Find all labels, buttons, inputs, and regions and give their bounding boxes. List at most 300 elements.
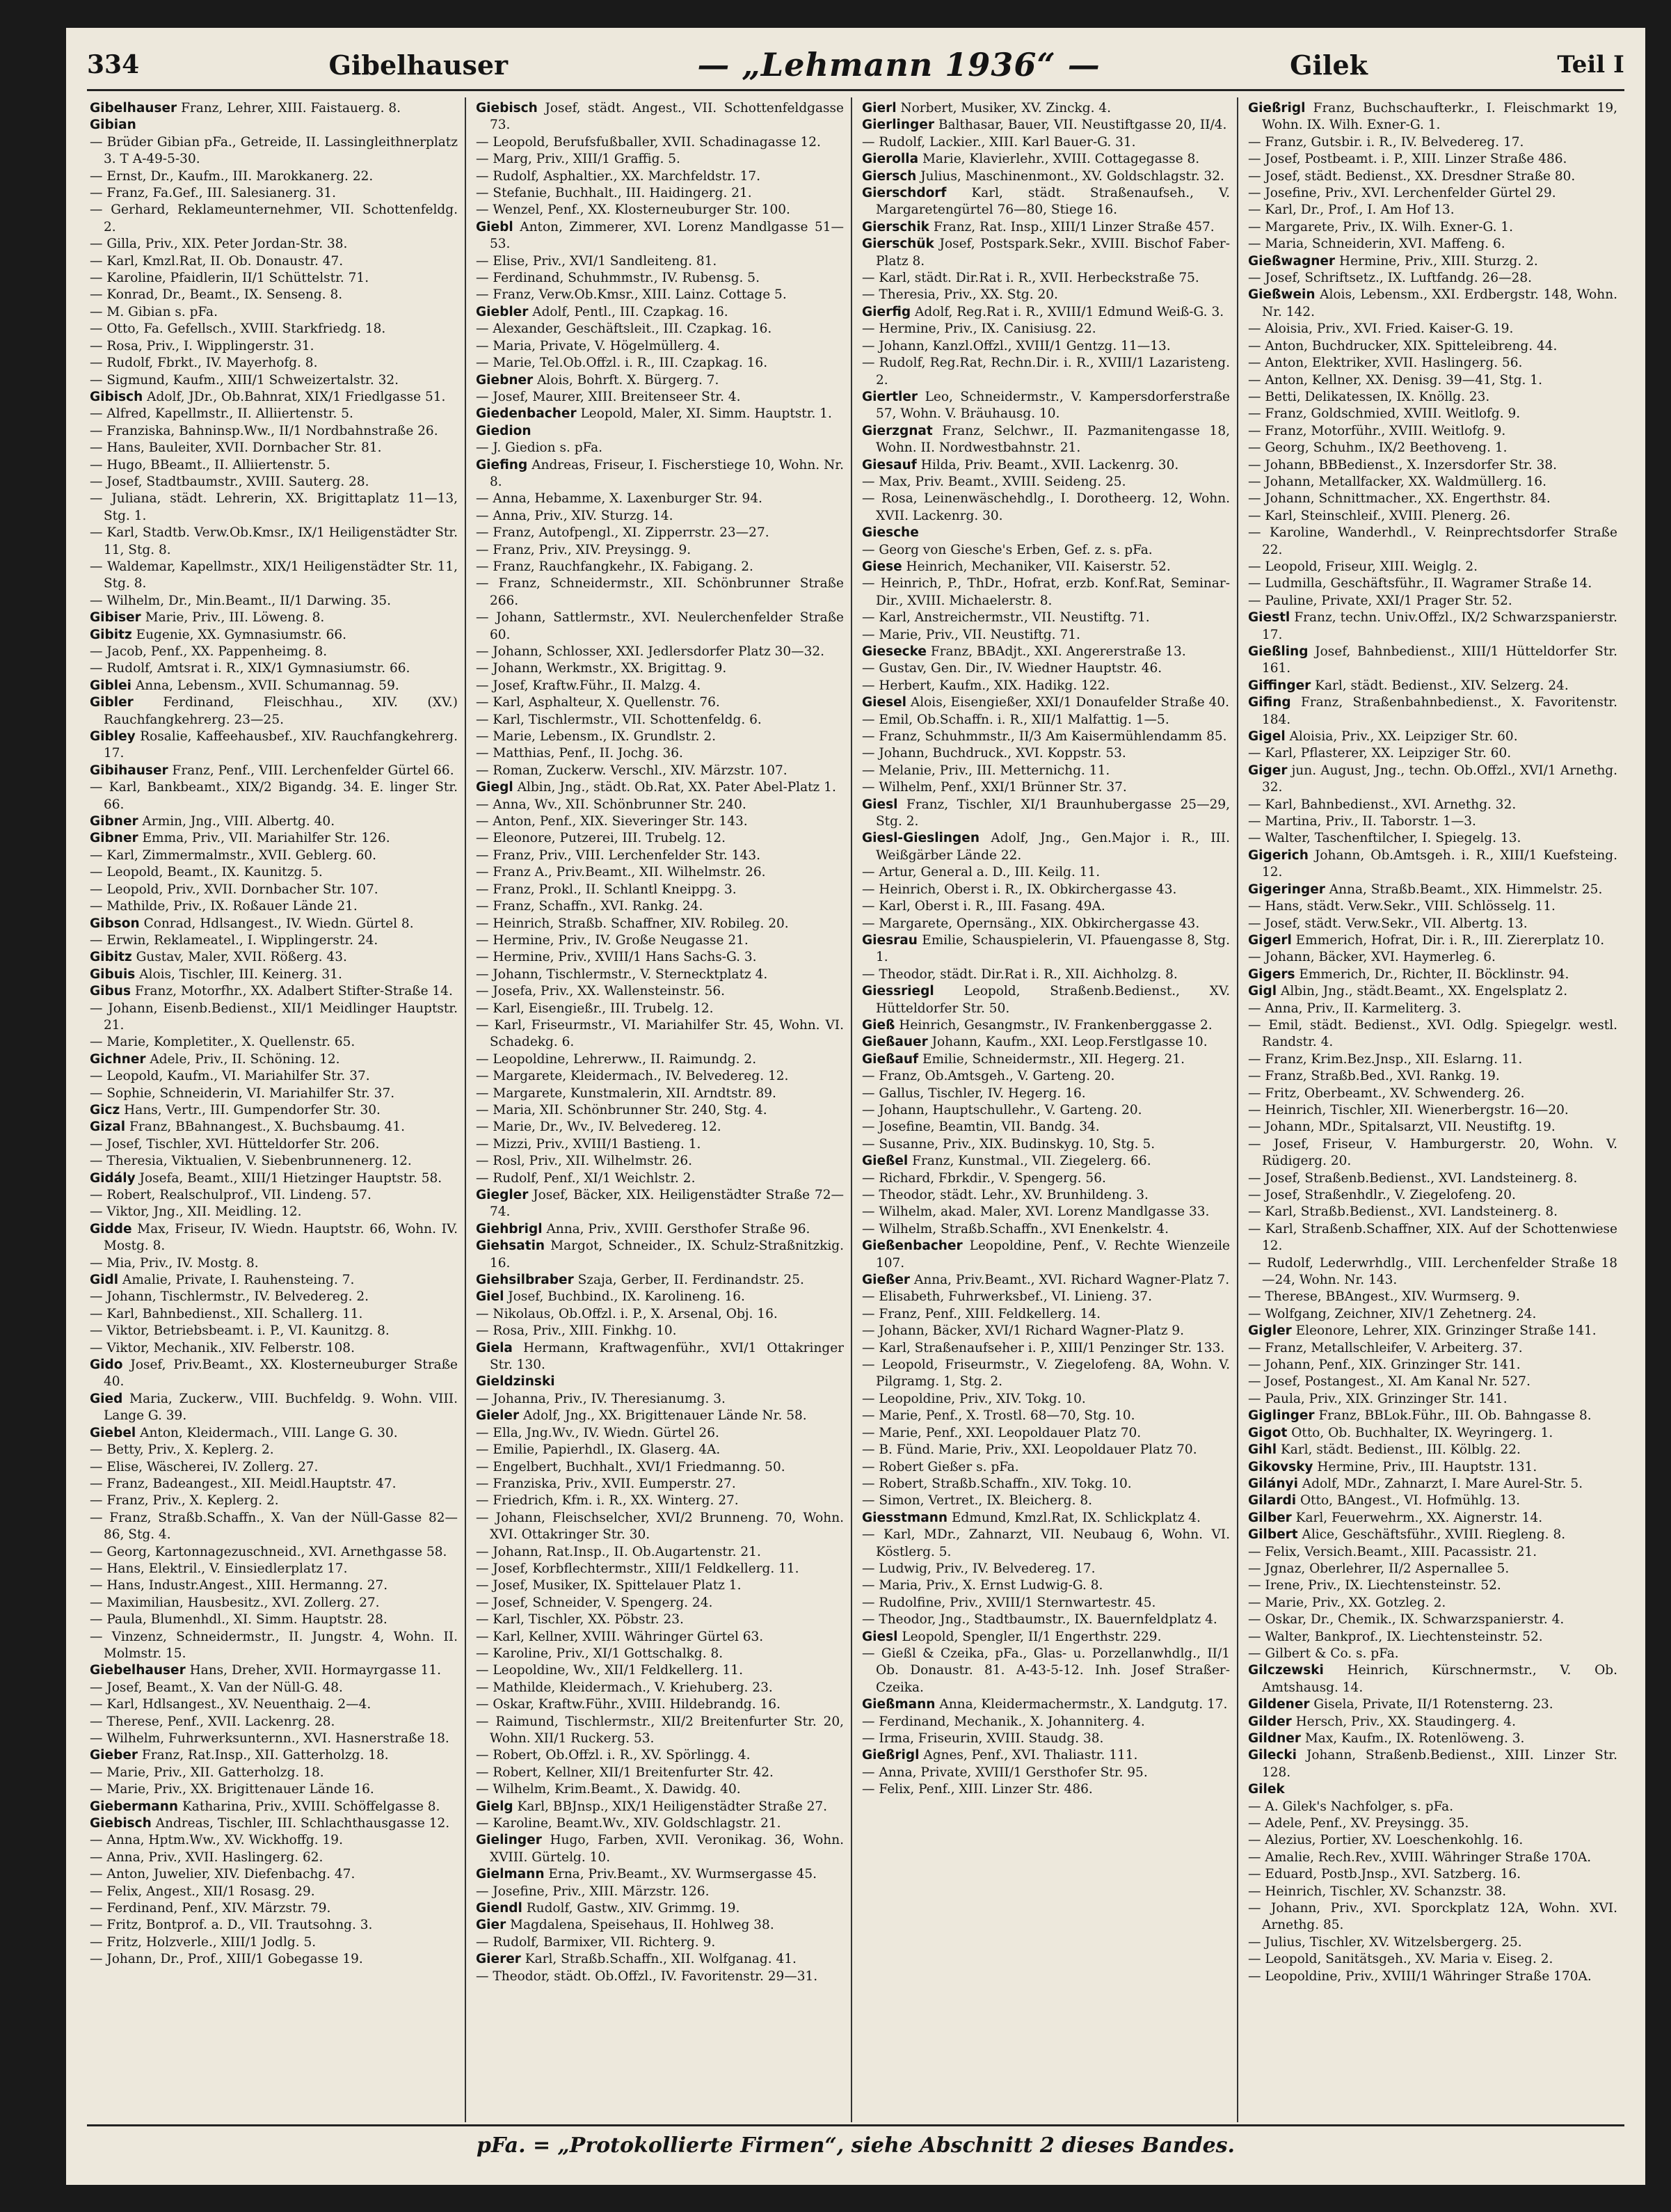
directory-entry: [90, 457, 458, 474]
entry-details: — Engelbert, Buchhalt., XVI/1 Friedmanng. 50.: [476, 1459, 785, 1474]
entry-details: — Franz, Schneidermstr., XII. Schönbrunner Straße 266.: [476, 576, 844, 608]
directory-entry: [90, 1255, 458, 1272]
directory-entry: [476, 1577, 844, 1594]
directory-entry: [862, 1714, 1230, 1730]
entry-details: Leopold, Maler, XI. Simm. Hauptstr. 1.: [580, 406, 832, 422]
entry-details: Albin, Jng., städt.Beamt., XX. Engelsplatz 2.: [1281, 984, 1568, 999]
directory-page: [66, 28, 1645, 2185]
directory-entry: [1248, 1068, 1617, 1085]
entry-details: — Ludwig, Priv., IV. Belvedereg. 17.: [862, 1561, 1096, 1576]
entry-details: — Johann, Dr., Prof., XIII/1 Gobegasse 19.: [90, 1952, 363, 1967]
entry-details: — Fritz, Bontprof. a. D., VII. Trautsohng. 3.: [90, 1918, 373, 1933]
entry-surname: Giesstmann: [862, 1510, 948, 1525]
entry-surname: Gibner: [90, 814, 138, 829]
entry-details: Hans, Vertr., III. Gumpendorfer Str. 30.: [124, 1102, 381, 1117]
directory-entry: [1248, 355, 1617, 372]
entry-details: — Johann, Tischlermstr., V. Sternecktplatz 4.: [476, 966, 768, 982]
directory-entry: [90, 1917, 458, 1934]
entry-details: Franz, Buchschaufterkr., I. Fleischmarkt 19, Wohn. IX. Wilh. Exner-G. 1.: [1262, 101, 1617, 133]
directory-entry: [90, 898, 458, 915]
column-4: [1245, 97, 1624, 2122]
directory-entry: [862, 1408, 1230, 1424]
directory-entry: [90, 1561, 458, 1577]
directory-entry: [1248, 1204, 1617, 1220]
directory-entry: [1248, 949, 1617, 966]
directory-entry: [862, 1017, 1230, 1034]
directory-entry: [862, 983, 1230, 1017]
entry-details: Josefa, Beamt., XIII/1 Hietzinger Hauptstr. 58.: [139, 1170, 442, 1186]
directory-entry: [476, 1459, 844, 1476]
entry-surname: Giehbrigl: [476, 1221, 543, 1236]
directory-entry: [90, 338, 458, 355]
entry-details: Franz, Lehrer, XIII. Faistauerg. 8.: [181, 101, 401, 116]
entry-details: — Theodor, städt. Dir.Rat i. R., XII. Aichholzg. 8.: [862, 966, 1178, 982]
directory-entry: [1248, 848, 1617, 882]
directory-entry: [476, 678, 844, 694]
directory-entry: [1248, 1561, 1617, 1577]
entry-details: — Johann, Schlosser, XXI. Jedlersdorfer Platz 30—32.: [476, 644, 825, 659]
directory-entry: [862, 830, 1230, 864]
entry-details: Alois, Lebensm., XXI. Erdbergstr. 148, Wohn. Nr. 142.: [1262, 287, 1617, 319]
entry-surname: Gildener: [1248, 1697, 1310, 1712]
directory-entry: [1248, 1425, 1617, 1442]
directory-entry: [90, 1595, 458, 1612]
directory-entry: [476, 1221, 844, 1238]
entry-details: — Franziska, Bahninsp.Ww., II/1 Nordbahnstraße 26.: [90, 423, 438, 438]
entry-details: — Robert Gießer s. pFa.: [862, 1459, 1019, 1474]
entry-surname: Gießrigl: [1248, 101, 1306, 116]
directory-entry: [90, 202, 458, 236]
entry-details: — Josef, Straßenhdlr., V. Ziegelofeng. 20.: [1248, 1188, 1516, 1202]
directory-entry: [862, 236, 1230, 270]
directory-entry: [862, 1781, 1230, 1798]
directory-entry: [476, 1442, 844, 1458]
entry-surname: Giendl: [476, 1901, 522, 1916]
entry-details: — Franz, Prokl., II. Schlantl Kneippg. 3.: [476, 882, 737, 897]
directory-entry: [90, 1306, 458, 1323]
entry-details: Anna, Lebensm., XVII. Schumannag. 59.: [135, 678, 399, 693]
directory-entry: [476, 779, 844, 796]
entry-details: — Anna, Priv., II. Karmeliterg. 3.: [1248, 1001, 1462, 1016]
entry-surname: Gießling: [1248, 644, 1309, 659]
directory-entry: [476, 1510, 844, 1544]
directory-entry: [1248, 1340, 1617, 1357]
entry-details: — Irene, Priv., IX. Liechtensteinstr. 52.: [1248, 1578, 1501, 1593]
entry-details: — Josef, Postangest., XI. Am Kanal Nr. 527.: [1248, 1374, 1530, 1390]
entry-surname: Gierer: [476, 1952, 521, 1967]
directory-entry: [1248, 202, 1617, 218]
entry-details: — Anton, Juwelier, XIV. Diefenbachg. 47.: [90, 1867, 355, 1882]
directory-entry: [90, 932, 458, 949]
directory-entry: [862, 1696, 1230, 1713]
entry-details: Magdalena, Speisehaus, II. Hohlweg 38.: [510, 1918, 774, 1933]
directory-entry: [476, 898, 844, 915]
directory-entry: [1248, 1934, 1617, 1951]
column-3: [859, 97, 1238, 2122]
directory-entry: [862, 304, 1230, 321]
directory-entry: [1248, 1017, 1617, 1051]
entry-details: — Maria, XII. Schönbrunner Str. 240, Stg. 4.: [476, 1102, 767, 1117]
entry-details: — Marie, Dr., Wv., IV. Belvedereg. 12.: [476, 1120, 721, 1135]
directory-entry: [90, 185, 458, 202]
entry-details: — Josef, Straßenb.Bedienst., XVI. Landsteinerg. 8.: [1248, 1170, 1578, 1186]
directory-entry: [90, 1170, 458, 1187]
directory-entry: [1248, 1221, 1617, 1255]
directory-entry: [862, 1170, 1230, 1187]
entry-details: — Theodor, Jng., Stadtbaumstr., IX. Bauernfeldplatz 4.: [862, 1612, 1217, 1628]
directory-entry: [90, 474, 458, 491]
entry-surname: Giebisch: [476, 101, 538, 116]
entry-surname: Gidály: [90, 1170, 136, 1186]
directory-entry: [862, 916, 1230, 932]
entry-details: — Rudolf, Lackier., XIII. Karl Bauer-G. 31.: [862, 134, 1136, 150]
entry-surname: Gierolla: [862, 152, 919, 167]
entry-details: — Wenzel, Penf., XX. Klosterneuburger Str. 100.: [476, 202, 790, 218]
entry-details: — Oskar, Kraftw.Führ., XVIII. Hildebrandg. 16.: [476, 1697, 781, 1712]
directory-entry: [862, 117, 1230, 134]
directory-entry: [476, 1425, 844, 1442]
entry-details: — Hans, Industr.Angest., XIII. Hermanng. 27.: [90, 1578, 388, 1593]
entry-surname: Gibiser: [90, 610, 141, 626]
directory-entry: [862, 1340, 1230, 1357]
directory-entry: [90, 1747, 458, 1764]
entry-details: — Anton, Penf., XIX. Sieveringer Str. 143.: [476, 814, 748, 829]
entry-details: Hilda, Priv. Beamt., XVII. Lackenrg. 30.: [920, 457, 1179, 472]
entry-details: — Rudolf, Reg.Rat, Rechn.Dir. i. R., XVIII/1 Lazaristeng. 2.: [862, 356, 1230, 388]
entry-surname: Gieldzinski: [476, 1374, 555, 1390]
directory-entry: [90, 1815, 458, 1832]
directory-entry: [476, 559, 844, 575]
entry-surname: Gigers: [1248, 966, 1295, 982]
directory-entry: [862, 729, 1230, 745]
directory-entry: [1248, 575, 1617, 592]
entry-details: — Ferdinand, Mechanik., X. Johanniterg. 4.: [862, 1714, 1145, 1729]
entry-details: — Gilbert & Co. s. pFa.: [1248, 1646, 1399, 1661]
entry-details: — Johann, Kanzl.Offzl., XVIII/1 Gentzg. 11—13.: [862, 338, 1171, 353]
entry-details: — Wolfgang, Zeichner, XIV/1 Zehetnerg. 24.: [1248, 1306, 1537, 1321]
entry-details: — Wilhelm, Dr., Min.Beamt., II/1 Darwing. 35.: [90, 593, 392, 608]
directory-entry: [476, 1238, 844, 1272]
entry-surname: Gidl: [90, 1273, 119, 1288]
entry-details: — Rudolf, Fbrkt., IV. Mayerhofg. 8.: [90, 356, 318, 371]
directory-entry: [1248, 1408, 1617, 1424]
directory-entry: [476, 457, 844, 491]
directory-entry: [1248, 185, 1617, 202]
entry-surname: Gigerl: [1248, 932, 1292, 948]
entry-details: — Robert, Realschulprof., VII. Lindeng. 57.: [90, 1188, 371, 1202]
directory-entry: [1248, 474, 1617, 491]
directory-entry: [476, 916, 844, 932]
entry-details: — Anton, Kellner, XX. Denisg. 39—41, Stg. 1.: [1248, 372, 1542, 388]
directory-entry: [90, 372, 458, 389]
directory-entry: [476, 1799, 844, 1815]
entry-details: — Josef, Beamt., X. Van der Nüll-G. 48.: [90, 1680, 343, 1695]
entry-details: — Franz, Rauchfangkehr., IX. Fabigang. 2.: [476, 559, 753, 574]
entry-details: — Simon, Vertret., IX. Bleicherg. 8.: [862, 1493, 1093, 1509]
entry-details: Max, Friseur, IV. Wiedn. Hauptstr. 66, Wohn. IV. Mostg. 8.: [104, 1221, 458, 1254]
directory-entry: [1248, 1781, 1617, 1798]
entry-details: — Julius, Tischler, XV. Witzelsbergerg. 25.: [1248, 1934, 1522, 1950]
entry-details: — Karoline, Beamt.Wv., XIV. Goldschlagstr. 21.: [476, 1816, 781, 1831]
entry-details: Franz, BBahnangest., X. Buchsbaumg. 41.: [129, 1120, 406, 1135]
directory-entry: [90, 1085, 458, 1102]
entry-details: — Rudolf, Amtsrat i. R., XIX/1 Gymnasiumstr. 66.: [90, 661, 410, 676]
entry-surname: Giesche: [862, 525, 919, 541]
entry-surname: Gierschük: [862, 237, 934, 252]
entry-surname: Giesrau: [862, 932, 918, 948]
directory-entry: [90, 983, 458, 1000]
directory-entry: [862, 270, 1230, 287]
entry-details: Franz, Tischler, XI/1 Braunhubergasse 25—29, Stg. 2.: [876, 797, 1230, 829]
entry-surname: Gier: [476, 1918, 506, 1933]
directory-entry: [1248, 236, 1617, 253]
directory-entry: [862, 1510, 1230, 1527]
directory-entry: [862, 1357, 1230, 1391]
entry-surname: Gildner: [1248, 1731, 1301, 1746]
entry-details: — Walter, Taschenftilcher, I. Spiegelg. 13.: [1248, 831, 1521, 846]
directory-entry: [90, 287, 458, 303]
entry-details: — Karl, Bankbeamt., XIX/2 Bigandg. 34. E. linger Str. 66.: [90, 780, 458, 812]
entry-details: — Franz, Krim.Bez.Jnsp., XII. Eslarng. 11.: [1248, 1051, 1523, 1067]
directory-entry: [476, 372, 844, 389]
entry-details: — Leopold, Friseur, XIII. Weiglg. 2.: [1248, 559, 1478, 574]
directory-entry: [1248, 457, 1617, 474]
entry-details: — Josef, Schneider, V. Spengerg. 24.: [476, 1595, 713, 1610]
entry-details: — Karl, Tischlermstr., VII. Schottenfeldg. 6.: [476, 712, 762, 727]
directory-entry: [476, 660, 844, 677]
entry-details: — Ernst, Dr., Kaufm., III. Marokkanerg. 22.: [90, 168, 374, 184]
directory-entry: [862, 1629, 1230, 1646]
entry-details: — Karl, Tischler, XX. Pöbstr. 23.: [476, 1612, 684, 1628]
column-1: [87, 97, 466, 2122]
entry-surname: Giesauf: [862, 457, 917, 472]
entry-details: Gisela, Private, II/1 Rotensterng. 23.: [1313, 1697, 1553, 1712]
directory-entry: [476, 1119, 844, 1136]
entry-surname: Gibihauser: [90, 763, 168, 778]
directory-entry: [476, 830, 844, 847]
entry-details: Karl, städt. Bedienst., XIV. Selzerg. 24.: [1315, 678, 1569, 693]
entry-details: Adele, Priv., II. Schöning. 12.: [150, 1051, 340, 1067]
entry-details: — Leopoldine, Priv., XVIII/1 Währinger Straße 170A.: [1248, 1968, 1592, 1984]
entry-details: — Margarete, Opernsäng., XIX. Obkirchergasse 43.: [862, 916, 1200, 931]
entry-details: — Gustav, Gen. Dir., IV. Wiedner Hauptstr. 46.: [862, 661, 1162, 676]
directory-entry: [862, 1747, 1230, 1764]
entry-details: Marie, Klavierlehr., XVIII. Cottagegasse 8.: [922, 152, 1200, 167]
entry-details: Julius, Maschinenmont., XV. Goldschlagstr. 32.: [920, 168, 1224, 184]
directory-entry: [476, 745, 844, 762]
entry-details: — Karoline, Priv., XI/1 Gottschalkg. 8.: [476, 1646, 723, 1661]
directory-entry: [476, 219, 844, 253]
directory-entry: [862, 287, 1230, 303]
entry-details: — Margarete, Kunstmalerin, XII. Arndtstr. 89.: [476, 1085, 776, 1101]
directory-entry: [476, 1714, 844, 1748]
entry-details: — Marie, Kompletiter., X. Quellenstr. 65.: [90, 1035, 355, 1050]
directory-entry: [1248, 1696, 1617, 1713]
entry-details: — Paula, Priv., XIX. Grinzinger Str. 141.: [1248, 1391, 1508, 1406]
entry-surname: Gilbert: [1248, 1527, 1298, 1543]
entry-details: — Anna, Priv., XVII. Haslingerg. 62.: [90, 1849, 323, 1865]
directory-entry: [1248, 168, 1617, 185]
directory-entry: [90, 678, 458, 694]
directory-entry: [1248, 1510, 1617, 1527]
entry-details: — Therese, BBAngest., XIV. Wurmserg. 9.: [1248, 1289, 1520, 1305]
entry-details: — Josef, Musiker, IX. Spittelauer Platz 1.: [476, 1578, 742, 1593]
directory-entry: [1248, 1646, 1617, 1662]
entry-details: — Johann, MDr., Spitalsarzt, VII. Neustiftg. 19.: [1248, 1120, 1556, 1135]
entry-details: — M. Gibian s. pFa.: [90, 304, 218, 319]
entry-surname: Gibley: [90, 729, 136, 745]
entry-details: Anna, Kleidermachermstr., X. Landgutg. 17.: [939, 1697, 1228, 1712]
directory-entry: [862, 1153, 1230, 1170]
entry-details: — Johann, Fleischselcher, XVI/2 Brunneng. 70, Wohn. XVI. Ottakringer Str. 30.: [476, 1510, 844, 1543]
directory-entry: [862, 694, 1230, 711]
entry-details: Josef, Buchbind., IX. Karolineng. 16.: [508, 1289, 745, 1305]
directory-entry: [862, 1051, 1230, 1068]
directory-entry: [90, 1493, 458, 1509]
entry-details: — Leopoldine, Lehrerww., II. Raimundg. 2.: [476, 1051, 757, 1067]
entry-details: — Karl, Oberst i. R., III. Fasang. 49A.: [862, 899, 1105, 914]
directory-entry: [1248, 525, 1617, 559]
entry-details: — Sigmund, Kaufm., XIII/1 Schweizertalstr. 32.: [90, 372, 399, 388]
directory-entry: [1248, 406, 1617, 422]
directory-entry: [90, 1680, 458, 1696]
entry-details: Karl, städt. Bedienst., III. Kölblg. 22.: [1280, 1442, 1521, 1458]
entry-details: Franz, Selchwr., II. Pazmanitengasse 18, Wohn. II. Nordwestbahnstr. 21.: [876, 423, 1230, 456]
directory-entry: [862, 660, 1230, 677]
entry-details: Gustav, Maler, XVII. Rößerg. 43.: [136, 950, 347, 965]
entry-surname: Giebisch: [90, 1816, 152, 1831]
directory-entry: [476, 1917, 844, 1934]
directory-entry: [1248, 1612, 1617, 1628]
entry-surname: Giger: [1248, 763, 1288, 778]
entry-surname: Giertler: [862, 389, 918, 404]
entry-surname: Gibisch: [90, 389, 143, 404]
directory-entry: [862, 559, 1230, 575]
directory-entry: [1248, 559, 1617, 575]
entry-details: — Johann, BBBedienst., X. Inzersdorfer Str. 38.: [1248, 457, 1558, 472]
directory-entry: [90, 406, 458, 422]
directory-entry: [90, 729, 458, 763]
entry-details: — Josefine, Priv., XVI. Lerchenfelder Gürtel 29.: [1248, 186, 1556, 201]
directory-entry: [1248, 287, 1617, 321]
directory-entry: [1248, 1187, 1617, 1204]
entry-details: Johann, Kaufm., XXI. Leop.Ferstlgasse 10.: [932, 1035, 1208, 1050]
entry-details: Adolf, Reg.Rat i. R., XVIII/1 Edmund Weiß-G. 3.: [915, 304, 1224, 319]
entry-details: — Marie, Penf., X. Trostl. 68—70, Stg. 10.: [862, 1408, 1135, 1424]
directory-entry: [862, 1459, 1230, 1476]
directory-entry: [476, 610, 844, 644]
entry-details: — Stefanie, Buchhalt., III. Haidingerg. 21.: [476, 186, 752, 201]
directory-entry: [90, 1425, 458, 1442]
entry-surname: Giebl: [476, 219, 513, 234]
directory-entry: [862, 763, 1230, 779]
directory-entry: [1248, 694, 1617, 729]
directory-entry: [1248, 1629, 1617, 1646]
directory-entry: [476, 1187, 844, 1221]
entry-details: — Leopold, Sanitätsgeh., XV. Maria v. Eiseg. 2.: [1248, 1952, 1553, 1967]
directory-entry: [476, 966, 844, 983]
entry-details: Leopold, Spengler, II/1 Engerthstr. 229.: [902, 1629, 1162, 1644]
directory-entry: [1248, 1714, 1617, 1730]
entry-details: Rosalie, Kaffeehausbef., XIV. Rauchfangkehrerg. 17.: [104, 729, 458, 761]
entry-details: — Karl, Straßenaufseher i. P., XIII/1 Penzinger Str. 133.: [862, 1340, 1225, 1355]
entry-details: Hersch, Priv., XX. Staudingerg. 4.: [1295, 1714, 1516, 1729]
entry-surname: Gießrigl: [862, 1748, 920, 1763]
entry-details: Anton, Zimmerer, XVI. Lorenz Mandlgasse 51—53.: [490, 219, 844, 252]
directory-entry: [1248, 338, 1617, 355]
entry-surname: Giglinger: [1248, 1408, 1315, 1424]
directory-entry: [476, 1017, 844, 1051]
entry-details: Franz, Motorfhr., XX. Adalbert Stifter-Straße 14.: [134, 984, 453, 999]
entry-surname: Gierschdorf: [862, 186, 947, 201]
directory-entry: [90, 168, 458, 185]
directory-entry: [476, 1815, 844, 1832]
entry-details: — Leopoldine, Priv., XIV. Tokg. 10.: [862, 1391, 1086, 1406]
entry-surname: Giebermann: [90, 1799, 179, 1814]
entry-surname: Gibelhauser: [90, 101, 177, 116]
directory-entry: [476, 1544, 844, 1561]
entry-details: — Ferdinand, Penf., XIV. Märzstr. 79.: [90, 1901, 331, 1916]
directory-entry: [1248, 898, 1617, 915]
directory-entry: [90, 644, 458, 660]
entry-surname: Giessriegl: [862, 984, 934, 999]
directory-entry: [476, 1408, 844, 1424]
entry-details: — Johann, Priv., XVI. Sporckplatz 12A, Wohn. XVI. Arnethg. 85.: [1248, 1901, 1617, 1933]
entry-details: — Wilhelm, Penf., XXI/1 Brünner Str. 37.: [862, 780, 1127, 795]
entry-details: — Georg von Giesche's Erben, Gef. z. s. pFa.: [862, 542, 1153, 557]
directory-entry: [1248, 797, 1617, 813]
entry-details: jun. August, Jng., techn. Ob.Offzl., XVI/1 Arnethg. 32.: [1262, 763, 1617, 795]
directory-entry: [1248, 830, 1617, 847]
directory-entry: [90, 253, 458, 270]
entry-surname: Gielg: [476, 1799, 513, 1814]
directory-entry: [862, 474, 1230, 491]
directory-entry: [1248, 491, 1617, 507]
directory-entry: [476, 202, 844, 218]
entry-details: — Theresia, Viktualien, V. Siebenbrunnenerg. 12.: [90, 1154, 412, 1169]
entry-details: Franz, Rat. Insp., XIII/1 Linzer Straße 457.: [933, 219, 1215, 234]
entry-details: Katharina, Priv., XVIII. Schöffelgasse 8.: [182, 1799, 440, 1814]
directory-entry: [476, 864, 844, 881]
directory-entry: [1248, 508, 1617, 525]
directory-entry: [90, 1799, 458, 1815]
entry-surname: Gigot: [1248, 1425, 1288, 1440]
directory-entry: [1248, 1747, 1617, 1781]
directory-entry: [476, 1374, 844, 1390]
directory-entry: [90, 1629, 458, 1663]
entry-details: Hermine, Priv., XIII. Sturzg. 2.: [1338, 253, 1538, 269]
directory-entry: [90, 559, 458, 593]
entry-details: — Eduard, Postb.Jnsp., XVI. Satzberg. 16.: [1248, 1867, 1521, 1882]
entry-details: — Betti, Delikatessen, IX. Knöllg. 23.: [1248, 389, 1490, 404]
entry-details: — Ferdinand, Schuhmmstr., IV. Rubensg. 5.: [476, 271, 760, 286]
entry-details: — Wilhelm, akad. Maler, XVI. Lorenz Mandlgasse 33.: [862, 1204, 1210, 1220]
directory-entry: [862, 575, 1230, 610]
directory-entry: [1248, 1884, 1617, 1900]
directory-entry: [1248, 745, 1617, 762]
directory-entry: [90, 1714, 458, 1730]
entry-details: — Rosa, Priv., I. Wipplingerstr. 31.: [90, 338, 314, 353]
directory-entry: [476, 1085, 844, 1102]
directory-entry: [90, 610, 458, 626]
directory-entry: [90, 1781, 458, 1798]
directory-entry: [1248, 1001, 1617, 1017]
entry-details: — Theresia, Priv., XX. Stg. 20.: [862, 287, 1058, 303]
entry-details: Anna, Straßb.Beamt., XIX. Himmelstr. 25.: [1329, 882, 1603, 897]
entry-details: — Rosl, Priv., XII. Wilhelmstr. 26.: [476, 1154, 693, 1169]
directory-entry: [862, 882, 1230, 898]
directory-entry: [1248, 1968, 1617, 1985]
